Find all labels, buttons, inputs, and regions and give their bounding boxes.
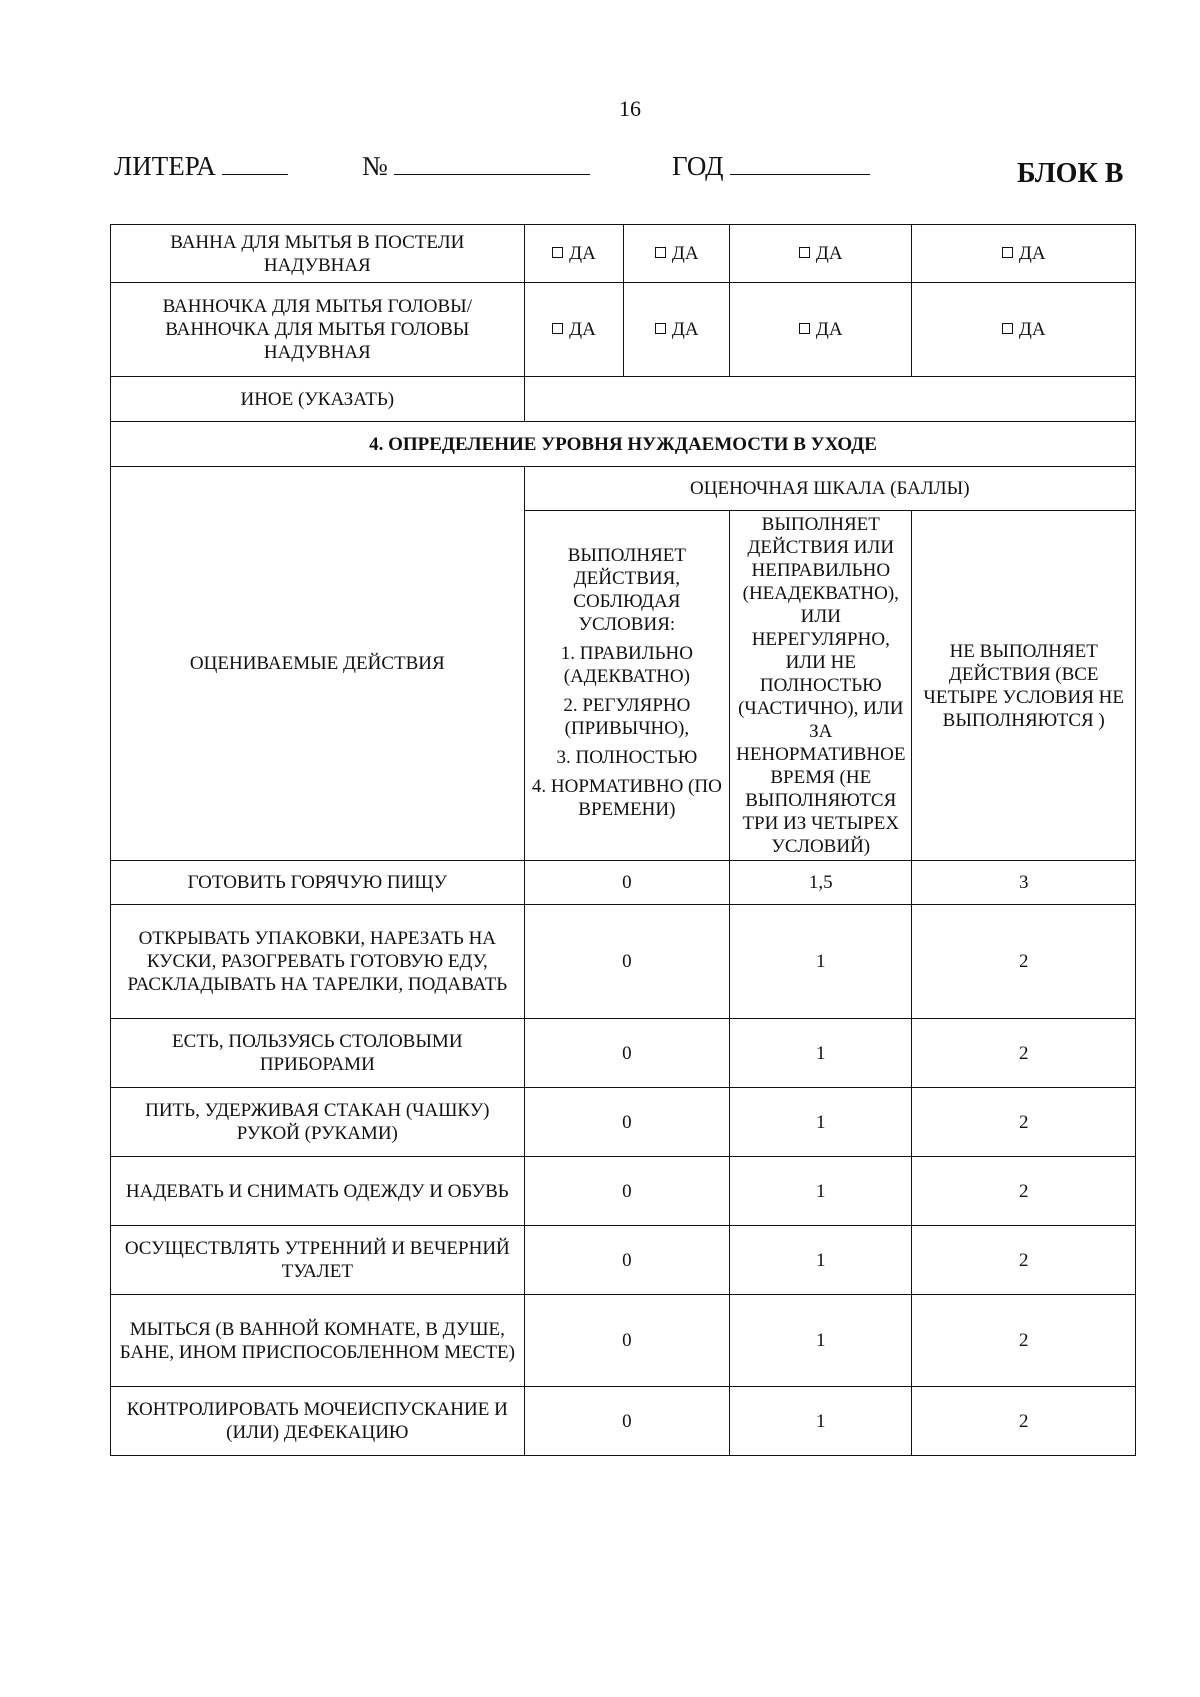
score-partial: 1 [730,1295,912,1387]
form-header [0,150,1200,200]
score-none: 2 [912,1387,1136,1456]
action-name: ОСУЩЕСТВЛЯТЬ УТРЕННИЙ И ВЕЧЕРНИЙ ТУАЛЕТ [111,1226,525,1295]
action-name: ГОТОВИТЬ ГОРЯЧУЮ ПИЩУ [111,861,525,905]
other-row [111,377,1136,422]
yes-option[interactable] [912,283,1136,377]
criteria-full-title: ВЫПОЛНЯЕТ ДЕЙСТВИЯ, СОБЛЮДАЯ УСЛОВИЯ: [567,545,686,635]
litera-label: ЛИТЕРА [114,151,216,181]
criteria-item: 1. ПРАВИЛЬНО (АДЕКВАТНО) [560,643,693,687]
yes-option[interactable] [624,225,730,283]
score-none: 2 [912,1295,1136,1387]
score-full: 0 [524,1295,730,1387]
action-row [111,1295,1136,1387]
score-full: 0 [524,1088,730,1157]
number-field [362,150,590,182]
score-partial: 1 [730,1387,912,1456]
year-field [672,150,870,182]
score-full: 0 [524,1019,730,1088]
action-row [111,1387,1136,1456]
checkbox-icon[interactable] [552,247,563,258]
checkbox-icon[interactable] [552,323,563,334]
criteria-item: 2. РЕГУЛЯРНО (ПРИВЫЧНО), [563,695,691,739]
yes-label: ДА [671,243,699,264]
yes-option[interactable] [730,283,912,377]
yes-option[interactable] [912,225,1136,283]
criteria-partial: ВЫПОЛНЯЕТ ДЕЙСТВИЯ ИЛИ НЕПРАВИЛЬНО (НЕАДЕКВАТНО), ИЛИ НЕРЕГУЛЯРНО, ИЛИ НЕ ПОЛНОСТЬЮ (ЧАСТИЧНО), ИЛИ ЗА НЕНОРМАТИВНОЕ ВРЕМЯ (НЕ ВЫПОЛНЯЮТСЯ ТРИ ИЗ ЧЕТЫРЕХ УСЛОВИЙ) [730,511,912,861]
equipment-row [111,283,1136,377]
yes-label: ДА [671,319,699,340]
yes-label: ДА [1018,243,1046,264]
litera-field [114,150,288,182]
checkbox-icon[interactable] [655,323,666,334]
yes-option[interactable] [730,225,912,283]
action-row [111,1088,1136,1157]
number-label: № [362,151,388,181]
score-partial: 1 [730,1226,912,1295]
score-none: 2 [912,905,1136,1019]
checkbox-icon[interactable] [655,247,666,258]
number-input-line[interactable] [394,150,590,175]
score-full: 0 [524,1387,730,1456]
criteria-none: НЕ ВЫПОЛНЯЕТ ДЕЙСТВИЯ (ВСЕ ЧЕТЫРЕ УСЛОВИЯ НЕ ВЫПОЛНЯЮТСЯ ) [912,511,1136,861]
score-full: 0 [524,861,730,905]
other-label: ИНОЕ (УКАЗАТЬ) [111,377,525,422]
action-row [111,1019,1136,1088]
equipment-name: ВАННОЧКА ДЛЯ МЫТЬЯ ГОЛОВЫ/ ВАННОЧКА ДЛЯ МЫТЬЯ ГОЛОВЫ НАДУВНАЯ [111,283,525,377]
checkbox-icon[interactable] [799,247,810,258]
scale-header-row [111,467,1136,511]
score-none: 2 [912,1226,1136,1295]
score-none: 2 [912,1019,1136,1088]
yes-label: ДА [815,319,843,340]
criteria-full [524,511,730,861]
checkbox-icon[interactable] [1002,323,1013,334]
action-name: МЫТЬСЯ (В ВАННОЙ КОМНАТЕ, В ДУШЕ, БАНЕ, ИНОМ ПРИСПОСОБЛЕННОМ МЕСТЕ) [111,1295,525,1387]
action-name: ЕСТЬ, ПОЛЬЗУЯСЬ СТОЛОВЫМИ ПРИБОРАМИ [111,1019,525,1088]
yes-label: ДА [1018,319,1046,340]
score-partial: 1,5 [730,861,912,905]
score-full: 0 [524,905,730,1019]
yes-label: ДА [569,243,596,264]
criteria-item: 3. ПОЛНОСТЬЮ [556,747,698,768]
action-name: ПИТЬ, УДЕРЖИВАЯ СТАКАН (ЧАШКУ) РУКОЙ (РУКАМИ) [111,1088,525,1157]
section-title: 4. ОПРЕДЕЛЕНИЕ УРОВНЯ НУЖДАЕМОСТИ В УХОДЕ [111,422,1136,467]
score-full: 0 [524,1157,730,1226]
action-row [111,1157,1136,1226]
year-label: ГОД [672,151,724,181]
yes-option[interactable] [624,283,730,377]
score-partial: 1 [730,905,912,1019]
checkbox-icon[interactable] [1002,247,1013,258]
action-row [111,905,1136,1019]
scale-header: ОЦЕНОЧНАЯ ШКАЛА (БАЛЛЫ) [524,467,1135,511]
action-name: КОНТРОЛИРОВАТЬ МОЧЕИСПУСКАНИЕ И (ИЛИ) ДЕФЕКАЦИЮ [111,1387,525,1456]
block-label: БЛОК В [1017,158,1124,189]
action-name: ОТКРЫВАТЬ УПАКОВКИ, НАРЕЗАТЬ НА КУСКИ, РАЗОГРЕВАТЬ ГОТОВУЮ ЕДУ, РАСКЛАДЫВАТЬ НА ТАРЕЛКИ, ПОДАВАТЬ [111,905,525,1019]
yes-label: ДА [569,319,596,340]
criteria-item: 4. НОРМАТИВНО (ПО ВРЕМЕНИ) [531,776,722,820]
litera-input-line[interactable] [222,150,288,175]
other-input[interactable] [524,377,1135,422]
action-row [111,861,1136,905]
action-row [111,1226,1136,1295]
equipment-name: ВАННА ДЛЯ МЫТЬЯ В ПОСТЕЛИ НАДУВНАЯ [111,225,525,283]
score-none: 2 [912,1088,1136,1157]
yes-label: ДА [815,243,843,264]
score-none: 2 [912,1157,1136,1226]
score-none: 3 [912,861,1136,905]
checkbox-icon[interactable] [799,323,810,334]
page-number: 16 [619,96,641,121]
assessment-table [110,224,1136,1456]
action-name: НАДЕВАТЬ И СНИМАТЬ ОДЕЖДУ И ОБУВЬ [111,1157,525,1226]
score-partial: 1 [730,1157,912,1226]
equipment-row [111,225,1136,283]
year-input-line[interactable] [730,150,870,175]
score-partial: 1 [730,1019,912,1088]
actions-header: ОЦЕНИВАЕМЫЕ ДЕЙСТВИЯ [111,467,525,861]
score-full: 0 [524,1226,730,1295]
score-partial: 1 [730,1088,912,1157]
yes-option[interactable] [524,283,624,377]
section-row [111,422,1136,467]
yes-option[interactable] [524,225,624,283]
